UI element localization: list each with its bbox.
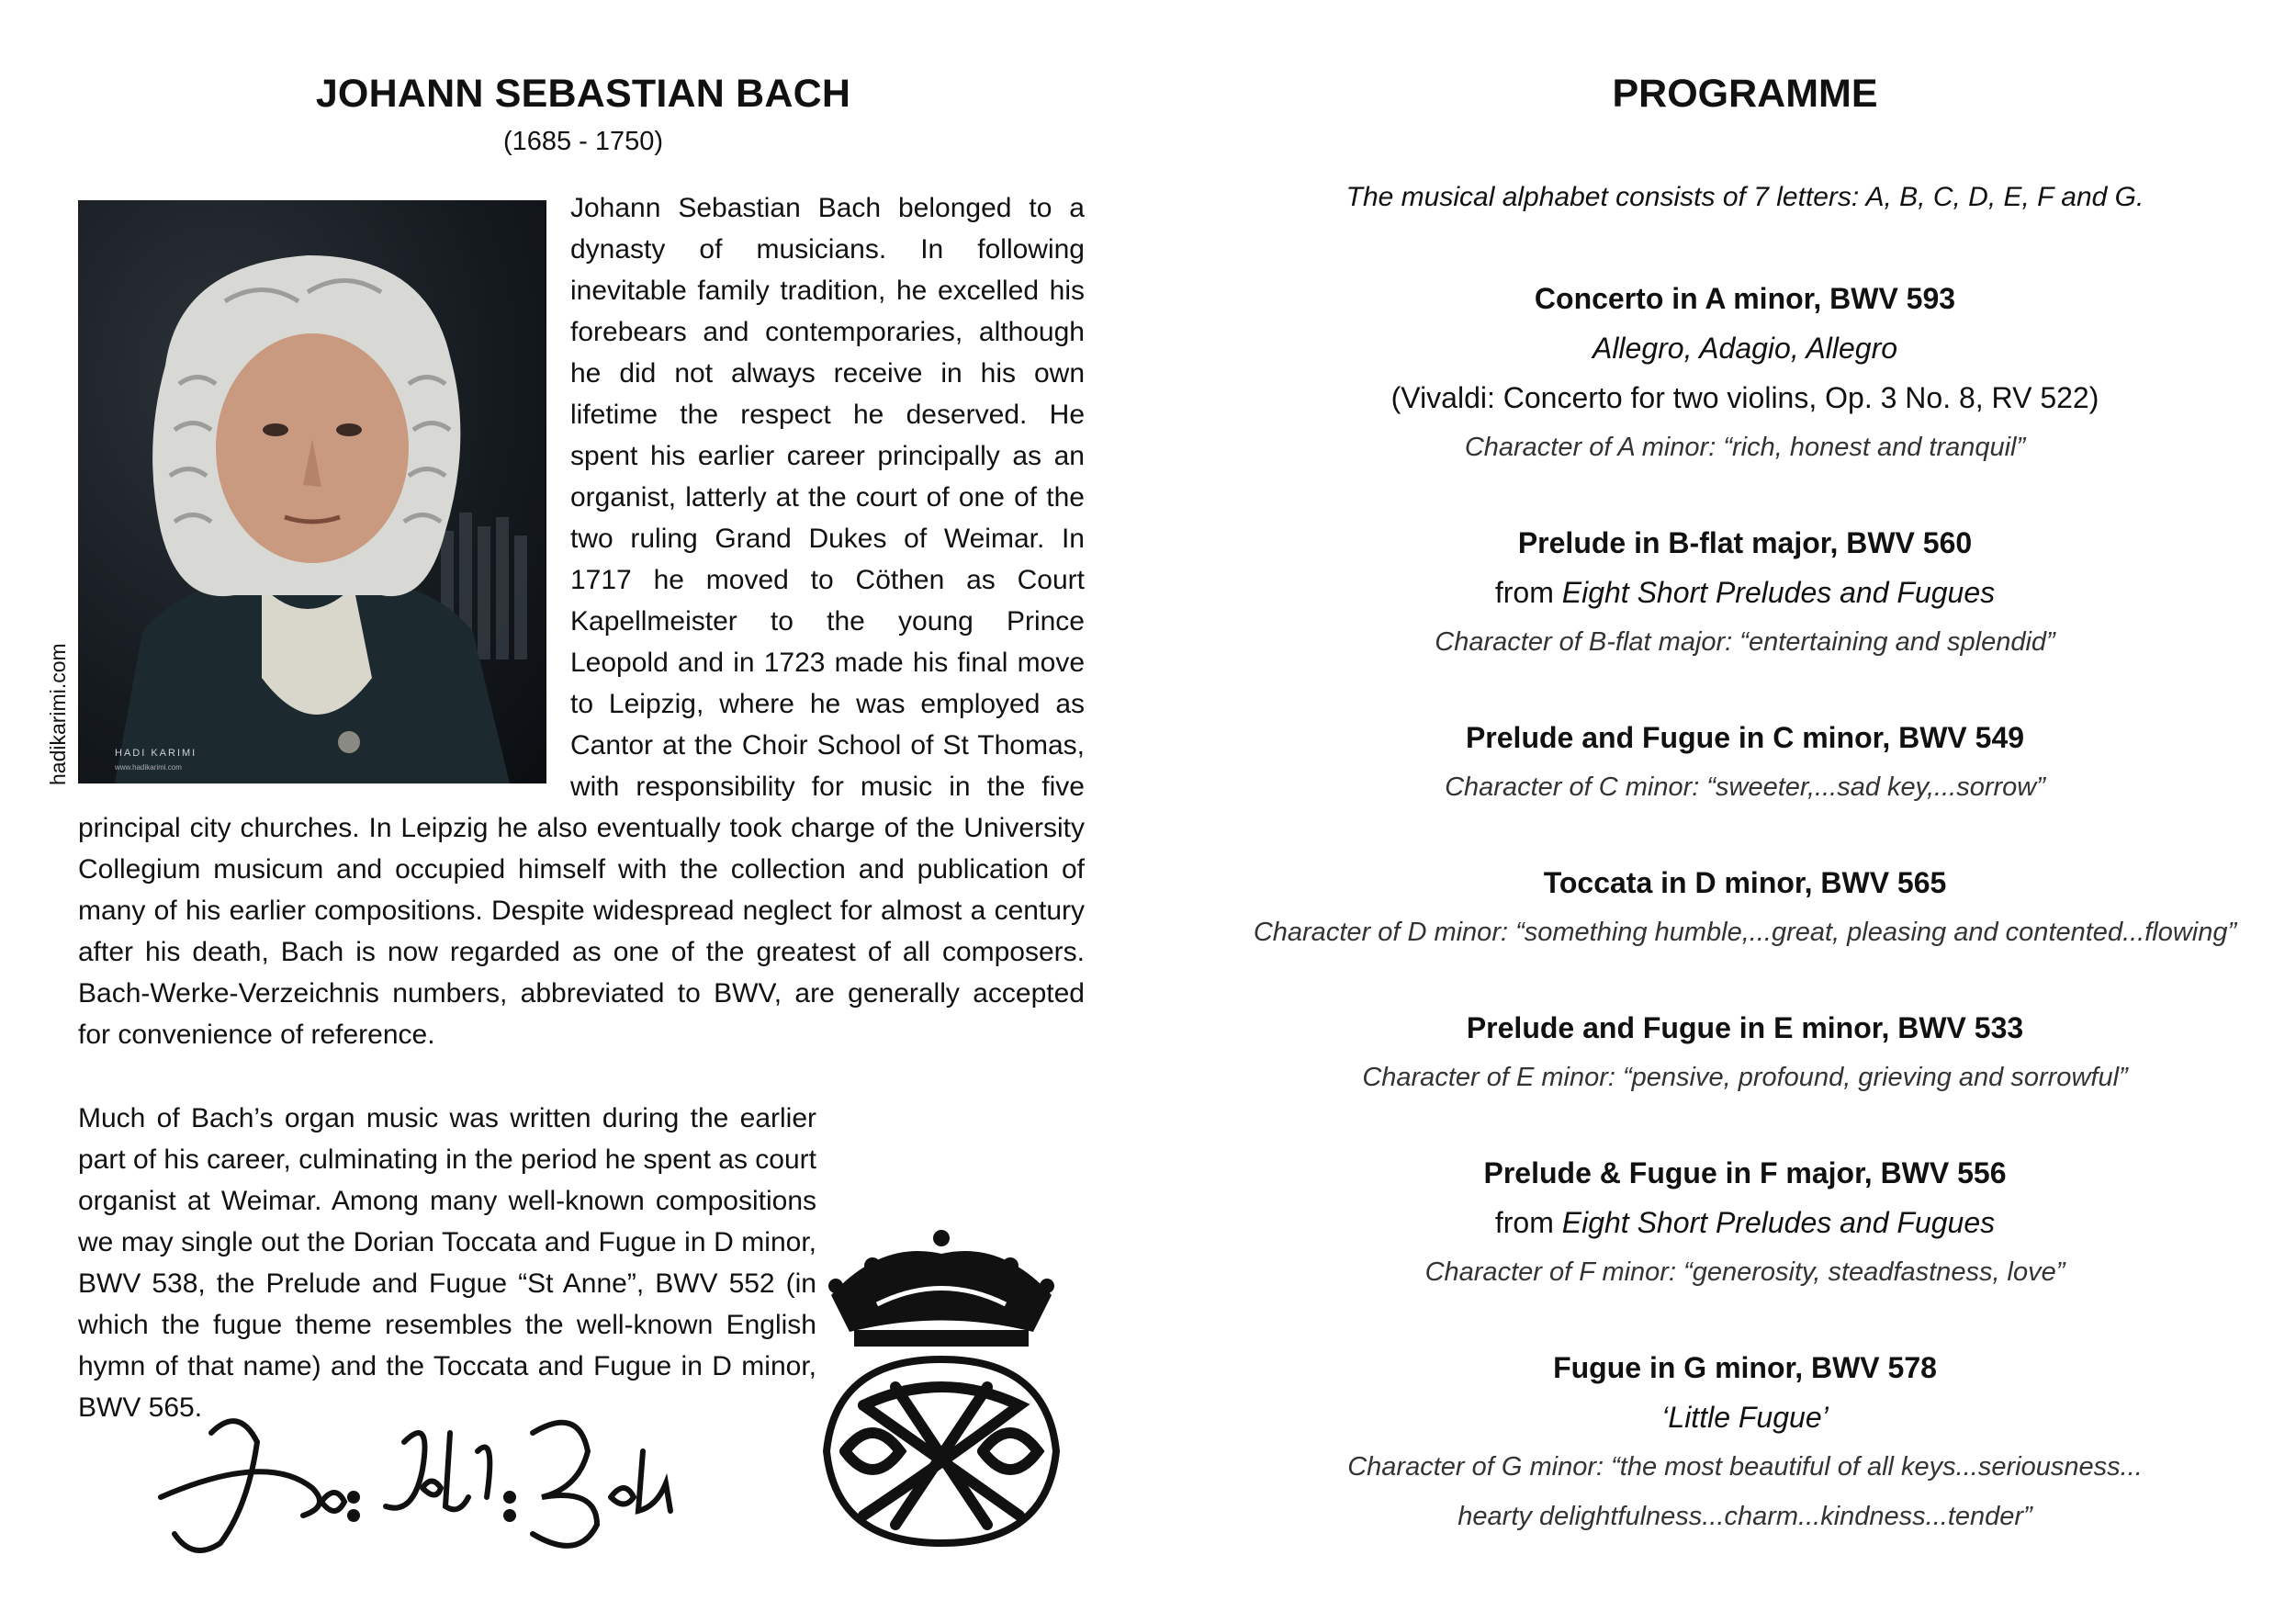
programme-piece xyxy=(1212,1003,2278,1102)
programme-piece xyxy=(1212,1343,2278,1541)
composer-dates: (1685 - 1750) xyxy=(502,127,664,156)
photo-credit: hadikarimi.com xyxy=(46,643,70,785)
from-work: Eight Short Preludes and Fugues xyxy=(1561,576,1996,609)
programme-piece xyxy=(1212,274,2278,472)
piece-title: Prelude in B-flat major, BWV 560 xyxy=(1517,526,1973,559)
programme-intro: The musical alphabet consists of 7 letters: A, B, C, D, E, F and G. xyxy=(1345,182,2144,212)
piece-character: Character of E minor: “pensive, profound, grieving and sorrowful” xyxy=(1362,1063,2128,1092)
from-work: Eight Short Preludes and Fugues xyxy=(1561,1206,1996,1239)
bach-signature xyxy=(156,1396,689,1580)
piece-subtitle: ‘Little Fugue’ xyxy=(1661,1401,1829,1434)
piece-note: (Vivaldi: Concerto for two violins, Op. 3 No. 8, RV 522) xyxy=(1390,381,2099,414)
piece-character-continued: hearty delightfulness...charm...kindness...tender” xyxy=(1458,1502,2032,1531)
piece-character: Character of F minor: “generosity, steadfastness, love” xyxy=(1424,1257,2065,1287)
bio-paragraph-1 xyxy=(78,187,1085,1055)
programme-piece xyxy=(1212,713,2278,812)
photo-watermark-url: www.hadikarimi.com xyxy=(115,763,182,772)
piece-title: Concerto in A minor, BWV 593 xyxy=(1534,282,1956,315)
piece-title: Fugue in G minor, BWV 578 xyxy=(1553,1351,1937,1384)
programme-piece xyxy=(1212,1148,2278,1297)
from-prefix: from xyxy=(1494,1206,1562,1239)
programme-piece xyxy=(1212,518,2278,667)
programme-list xyxy=(1212,274,2278,1587)
piece-character: Character of G minor: “the most beautiful of all keys...seriousness... xyxy=(1347,1452,2143,1482)
bio-paragraph-2-text: Much of Bach’s organ music was written during the earlier part of his career, culminating in the period he spent as court organist at Weimar. Among many well-known compositions we may single out the Dorian Toccata and Fugue in D minor, BWV 538, the Prelude and Fugue “St Anne”, BWV 552 (in which the fugue theme resembles the well-known English hymn of that name) and the Toccata and Fugue in D minor, BWV 565. xyxy=(78,1103,816,1423)
piece-from xyxy=(1212,568,2278,617)
photo-watermark: HADI KARIMI xyxy=(115,748,197,759)
piece-title: Prelude and Fugue in E minor, BWV 533 xyxy=(1466,1011,2024,1044)
piece-title: Prelude and Fugue in C minor, BWV 549 xyxy=(1465,721,2025,754)
piece-title: Prelude & Fugue in F major, BWV 556 xyxy=(1483,1156,2007,1189)
piece-title: Toccata in D minor, BWV 565 xyxy=(1543,866,1947,899)
composer-name: JOHANN SEBASTIAN BACH xyxy=(315,72,851,116)
piece-character: Character of B-flat major: “entertaining and splendid” xyxy=(1435,627,2055,657)
bach-seal-monogram xyxy=(808,1222,1075,1552)
piece-character: Character of C minor: “sweeter,...sad key,...sorrow” xyxy=(1445,772,2045,802)
piece-from xyxy=(1212,1198,2278,1247)
programme-piece xyxy=(1212,858,2278,957)
programme-title: PROGRAMME xyxy=(1612,72,1878,116)
bio-paragraph-1-text: Johann Sebastian Bach belonged to a dynasty of musicians. In following inevitable family tradition, he excelled his forebears and contemporaries, although he did not always receive in his own lifetime the respect he deserved. He spent his earlier career principally as an organist, latterly at the court of one of the two ruling Grand Dukes of Weimar. In 1717 he moved to Cöthen as Court Kapellmeister to the young Prince Leopold and in 1723 made his final move to Leipzig, where he was employed as Cantor at the Choir School of St Thomas, with responsibility for music in the five principal city churches. In Leipzig he also eventually took charge of the University Collegium musicum and occupied himself with the collection and publication of many of his earlier compositions. Despite widespread neglect for almost a century after his death, Bach is now regarded as one of the greatest of all composers. Bach-Werke-Verzeichnis numbers, abbreviated to BWV, are generally accepted for convenience of reference. xyxy=(78,193,1085,1050)
piece-character: Character of D minor: “something humble,...great, pleasing and contented...flowing” xyxy=(1253,918,2237,947)
piece-character: Character of A minor: “rich, honest and tranquil” xyxy=(1464,433,2026,462)
piece-movements: Allegro, Adagio, Allegro xyxy=(1592,332,1898,365)
from-prefix: from xyxy=(1494,576,1562,609)
portrait-wrap-space xyxy=(78,187,570,789)
